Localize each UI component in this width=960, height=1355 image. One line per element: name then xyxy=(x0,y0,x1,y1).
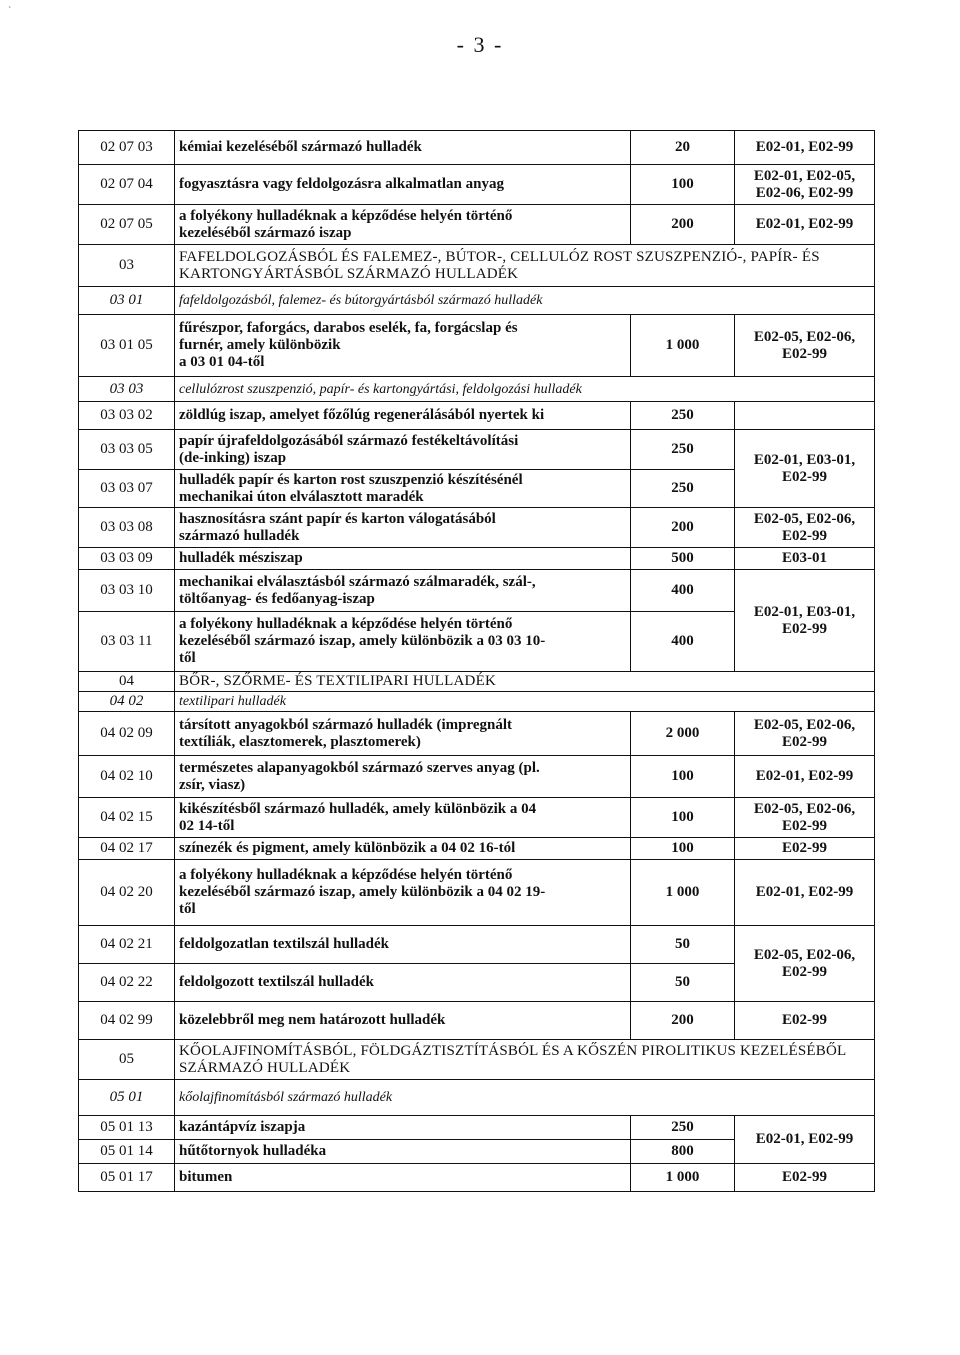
quantity: 50 xyxy=(631,964,735,1002)
reference-codes: E02-01, E02-99 xyxy=(735,1116,875,1164)
quantity: 250 xyxy=(631,402,735,430)
waste-code: 04 02 17 xyxy=(79,838,175,860)
description-line: a folyékony hulladéknak a képződése helyén történő xyxy=(179,207,513,224)
waste-description xyxy=(175,860,631,926)
waste-description: hulladék mésziszap xyxy=(175,548,631,570)
waste-code: 04 02 21 xyxy=(79,926,175,964)
reference-line: E02-99 xyxy=(782,817,827,834)
description-line: től xyxy=(179,650,196,666)
subcategory-title: kőolajfinomításból származó hulladék xyxy=(175,1080,875,1116)
waste-description: kémiai kezeléséből származó hulladék xyxy=(175,131,631,165)
description-line: a folyékony hulladéknak a képződése helyén történő xyxy=(179,616,513,632)
description-line: társított anyagokból származó hulladék (impregnált xyxy=(179,716,513,733)
category-title: BŐR-, SZŐRME- ÉS TEXTILIPARI HULLADÉK xyxy=(175,672,875,692)
reference-line: E02-05, E02-06, xyxy=(753,328,856,345)
quantity: 1 000 xyxy=(631,315,735,377)
reference-codes: E02-01, E02-99 xyxy=(735,860,875,926)
table-row xyxy=(79,315,875,377)
waste-description xyxy=(175,315,631,377)
waste-description xyxy=(175,712,631,756)
description-line: zsír, viasz) xyxy=(179,776,246,793)
reference-codes: E02-99 xyxy=(735,1164,875,1192)
waste-code: 03 03 07 xyxy=(79,470,175,508)
description-line: kezeléséből származó iszap, amely különbözik a 03 03 10- xyxy=(179,633,546,649)
quantity: 50 xyxy=(631,926,735,964)
description-line: töltőanyag- és fedőanyag-iszap xyxy=(179,590,375,607)
waste-code: 05 01 17 xyxy=(79,1164,175,1192)
scan-mark: ` xyxy=(8,6,12,17)
subcategory-code: 04 02 xyxy=(79,692,175,712)
waste-code: 05 01 13 xyxy=(79,1116,175,1140)
description-line: furnér, amely különbözik xyxy=(179,337,341,353)
waste-description xyxy=(175,508,631,548)
description-line: től xyxy=(179,901,196,917)
category-title-line: KŐOLAJFINOMÍTÁSBÓL, FÖLDGÁZTISZTÍTÁSBÓL ÉS A KŐSZÉN PIROLITIKUS xyxy=(179,1042,737,1059)
description-line: fűrészpor, faforgács, darabos eselék, fa, forgácslap és xyxy=(179,320,518,336)
reference-codes xyxy=(735,712,875,756)
quantity: 100 xyxy=(631,838,735,860)
waste-description xyxy=(175,756,631,798)
quantity: 200 xyxy=(631,205,735,245)
reference-line: E02-99 xyxy=(782,468,827,485)
category-code: 05 xyxy=(79,1040,175,1080)
table-row xyxy=(79,131,875,165)
table-row xyxy=(79,838,875,860)
reference-line: E02-99 xyxy=(782,963,827,980)
waste-code: 03 03 10 xyxy=(79,570,175,612)
waste-description: feldolgozatlan textilszál hulladék xyxy=(175,926,631,964)
waste-code: 04 02 15 xyxy=(79,798,175,838)
quantity: 800 xyxy=(631,1140,735,1164)
table-row xyxy=(79,798,875,838)
subcategory-code: 05 01 xyxy=(79,1080,175,1116)
subcategory-row xyxy=(79,377,875,402)
description-line: mechanikai úton elválasztott maradék xyxy=(179,488,424,505)
table-row xyxy=(79,1002,875,1040)
waste-code: 04 02 10 xyxy=(79,756,175,798)
waste-description: zöldlúg iszap, amelyet főzőlúg regenerálásából nyertek ki xyxy=(175,402,631,430)
table-row xyxy=(79,205,875,245)
category-code: 03 xyxy=(79,245,175,287)
waste-description: bitumen xyxy=(175,1164,631,1192)
category-code: 04 xyxy=(79,672,175,692)
description-line: a 03 01 04-től xyxy=(179,354,265,370)
reference-codes xyxy=(735,165,875,205)
reference-codes: E03-01 xyxy=(735,548,875,570)
waste-code: 04 02 20 xyxy=(79,860,175,926)
category-title xyxy=(175,245,875,287)
table-row xyxy=(79,926,875,964)
table-row xyxy=(79,165,875,205)
description-line: származó hulladék xyxy=(179,527,300,544)
description-line: hasznosításra szánt papír és karton válogatásából xyxy=(179,510,496,527)
quantity: 100 xyxy=(631,798,735,838)
waste-description xyxy=(175,798,631,838)
table-row xyxy=(79,860,875,926)
description-line: 02 14-től xyxy=(179,817,235,834)
table-row xyxy=(79,430,875,470)
reference-line: E02-05, E02-06, xyxy=(753,716,856,733)
reference-line: E02-01, E02-05, xyxy=(753,167,856,184)
quantity: 100 xyxy=(631,756,735,798)
subcategory-title: cellulózrost szuszpenzió, papír- és kartongyártási, feldolgozási hulladék xyxy=(175,377,875,402)
table-row xyxy=(79,756,875,798)
category-title-line: PAPÍR- ÉS KARTONGYÁRTÁSBÓL SZÁRMAZÓ HULLADÉK xyxy=(179,248,820,282)
subcategory-row xyxy=(79,1080,875,1116)
quantity: 20 xyxy=(631,131,735,165)
waste-description: fogyasztásra vagy feldolgozásra alkalmatlan anyag xyxy=(175,165,631,205)
waste-code: 02 07 04 xyxy=(79,165,175,205)
waste-code: 03 01 05 xyxy=(79,315,175,377)
reference-codes xyxy=(735,315,875,377)
waste-description xyxy=(175,570,631,612)
reference-codes: E02-99 xyxy=(735,838,875,860)
subcategory-code: 03 03 xyxy=(79,377,175,402)
waste-code: 04 02 09 xyxy=(79,712,175,756)
quantity: 250 xyxy=(631,1116,735,1140)
waste-code: 05 01 14 xyxy=(79,1140,175,1164)
reference-line: E02-05, E02-06, xyxy=(753,510,856,527)
waste-description xyxy=(175,430,631,470)
waste-description: színezék és pigment, amely különbözik a 04 02 16-tól xyxy=(175,838,631,860)
description-line: mechanikai elválasztásból származó szálmaradék, szál-, xyxy=(179,573,536,590)
reference-line: E02-99 xyxy=(782,527,827,544)
description-line: természetes alapanyagokból származó szerves anyag (pl. xyxy=(179,759,540,776)
waste-code: 02 07 05 xyxy=(79,205,175,245)
table-row xyxy=(79,1116,875,1140)
reference-line: E02-01, E03-01, xyxy=(753,451,856,468)
description-line: (de-inking) iszap xyxy=(179,449,287,466)
reference-codes: E02-01, E02-99 xyxy=(735,131,875,165)
category-title xyxy=(175,1040,875,1080)
waste-description xyxy=(175,612,631,672)
reference-codes xyxy=(735,430,875,508)
quantity: 250 xyxy=(631,430,735,470)
quantity: 400 xyxy=(631,570,735,612)
reference-codes xyxy=(735,926,875,1002)
table-row xyxy=(79,508,875,548)
quantity: 500 xyxy=(631,548,735,570)
category-title-line: KEZELÉSÉBŐL SZÁRMAZÓ HULLADÉK xyxy=(179,1042,846,1076)
subcategory-row xyxy=(79,692,875,712)
subcategory-title: fafeldolgozásból, falemez- és bútorgyártásból származó hulladék xyxy=(175,287,875,315)
reference-codes xyxy=(735,508,875,548)
quantity: 1 000 xyxy=(631,860,735,926)
reference-line: E02-05, E02-06, xyxy=(753,946,856,963)
quantity: 100 xyxy=(631,165,735,205)
description-line: hulladék papír és karton rost szuszpenzió készítésénél xyxy=(179,471,523,488)
description-line: a folyékony hulladéknak a képződése helyén történő xyxy=(179,867,513,883)
subcategory-row xyxy=(79,287,875,315)
category-row xyxy=(79,672,875,692)
reference-codes: E02-99 xyxy=(735,1002,875,1040)
waste-description: kazántápvíz iszapja xyxy=(175,1116,631,1140)
reference-codes: E02-01, E02-99 xyxy=(735,205,875,245)
waste-code: 03 03 05 xyxy=(79,430,175,470)
waste-code: 03 03 02 xyxy=(79,402,175,430)
waste-description: közelebbről meg nem határozott hulladék xyxy=(175,1002,631,1040)
reference-line: E02-99 xyxy=(782,345,827,362)
table-row xyxy=(79,712,875,756)
waste-description: feldolgozott textilszál hulladék xyxy=(175,964,631,1002)
subcategory-title: textilipari hulladék xyxy=(175,692,875,712)
quantity: 250 xyxy=(631,470,735,508)
reference-line: E02-06, E02-99 xyxy=(755,184,854,201)
quantity: 2 000 xyxy=(631,712,735,756)
quantity: 1 000 xyxy=(631,1164,735,1192)
table-row xyxy=(79,1164,875,1192)
waste-code-table xyxy=(78,130,875,1192)
subcategory-code: 03 01 xyxy=(79,287,175,315)
quantity: 200 xyxy=(631,508,735,548)
table-row xyxy=(79,548,875,570)
reference-line: E02-99 xyxy=(782,733,827,750)
reference-codes: E02-01, E02-99 xyxy=(735,756,875,798)
quantity: 200 xyxy=(631,1002,735,1040)
waste-description: hűtőtornyok hulladéka xyxy=(175,1140,631,1164)
category-row xyxy=(79,245,875,287)
description-line: textíliák, elasztomerek, plasztomerek) xyxy=(179,733,421,750)
category-title-line: FAFELDOLGOZÁSBÓL ÉS FALEMEZ-, BÚTOR-, CELLULÓZ ROST SZUSZPENZIÓ-, xyxy=(179,248,747,265)
waste-description xyxy=(175,470,631,508)
reference-codes xyxy=(735,570,875,672)
description-line: papír újrafeldolgozásából származó festékeltávolítási xyxy=(179,432,519,449)
table-row xyxy=(79,570,875,612)
reference-codes xyxy=(735,798,875,838)
waste-code: 03 03 11 xyxy=(79,612,175,672)
description-line: kikészítésből származó hulladék, amely különbözik a 04 xyxy=(179,800,537,817)
waste-code: 04 02 22 xyxy=(79,964,175,1002)
waste-code: 03 03 09 xyxy=(79,548,175,570)
category-row xyxy=(79,1040,875,1080)
reference-line: E02-05, E02-06, xyxy=(753,800,856,817)
page-number: - 3 - xyxy=(456,32,504,57)
waste-description xyxy=(175,205,631,245)
waste-code: 04 02 99 xyxy=(79,1002,175,1040)
quantity: 400 xyxy=(631,612,735,672)
reference-line: E02-99 xyxy=(782,620,827,637)
empty-cell xyxy=(735,402,875,430)
description-line: kezeléséből származó iszap xyxy=(179,224,352,241)
waste-code: 03 03 08 xyxy=(79,508,175,548)
reference-line: E02-01, E03-01, xyxy=(753,603,856,620)
waste-code: 02 07 03 xyxy=(79,131,175,165)
table-row xyxy=(79,402,875,430)
description-line: kezeléséből származó iszap, amely különbözik a 04 02 19- xyxy=(179,884,546,900)
